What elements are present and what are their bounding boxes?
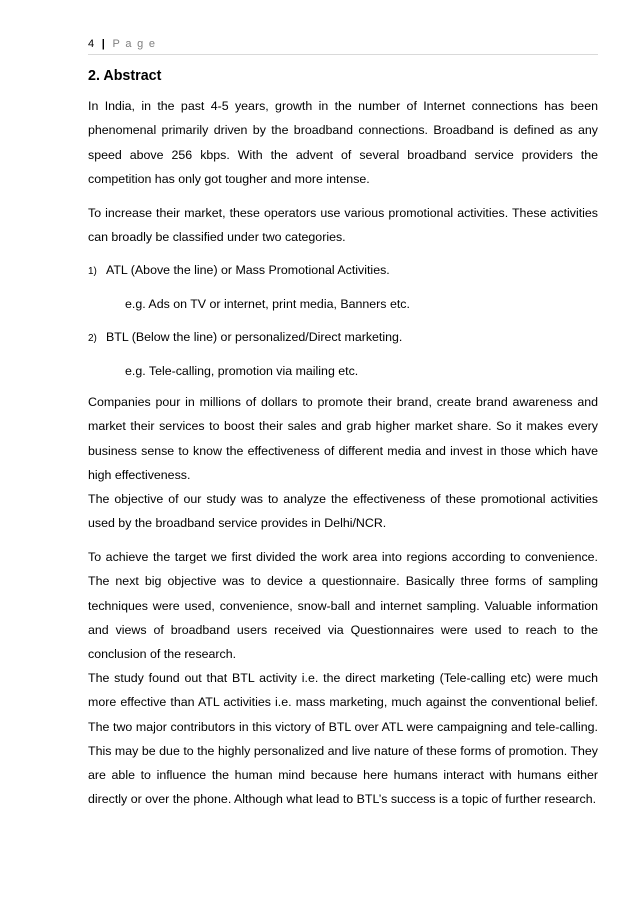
page-word: P a g e bbox=[112, 38, 157, 50]
page-header bbox=[88, 37, 598, 55]
list-item-btl bbox=[88, 327, 598, 349]
paragraph-objective: The objective of our study was to analyze the effectiveness of these promotional activities used by the broadband service provides in Delhi/NCR. bbox=[88, 492, 598, 531]
section-title: 2. Abstract bbox=[88, 68, 162, 84]
paragraph-methodology: To achieve the target we first divided the work area into regions according to convenience. The next big objective was to device a questionnaire. Basically three forms of sampling techniques were used, convenience, snow-ball and internet sampling. Valuable information and views of broadband users received via Questionnaires were used to reach to the conclusion of the research. bbox=[88, 550, 598, 662]
list-marker: 2) bbox=[88, 333, 97, 344]
paragraph-companies: Companies pour in millions of dollars to promote their brand, create brand awareness and market their services to boost their sales and grab higher market share. So it makes every business sense to know the effectiveness of different media and invest in those which have high effectiveness. bbox=[88, 395, 598, 482]
list-item-text: BTL (Below the line) or personalized/Direct marketing. bbox=[106, 330, 403, 344]
header-separator: | bbox=[101, 38, 107, 50]
list-item-text: ATL (Above the line) or Mass Promotional Activities. bbox=[106, 263, 390, 277]
list-item-atl bbox=[88, 260, 598, 282]
list-marker: 1) bbox=[88, 266, 97, 277]
list-item-atl-example: e.g. Ads on TV or internet, print media, Banners etc. bbox=[125, 297, 410, 311]
page-number: 4 bbox=[88, 38, 96, 50]
list-item-btl-example: e.g. Tele-calling, promotion via mailing etc. bbox=[125, 364, 359, 378]
paragraph-findings: The study found out that BTL activity i.e. the direct marketing (Tele-calling etc) were much more effective than ATL activities i.e. mass marketing, much against the conventional belief. The two major contributors in this victory of BTL over ATL were campaigning and tele-calling. This may be due to the highly personalized and live nature of these forms of promotion. They are able to influence the human mind because here humans interact with humans either directly or over the phone. Although what lead to BTL’s success is a topic of further research. bbox=[88, 671, 598, 807]
paragraph-promotional-activities: To increase their market, these operators use various promotional activities. These activities can broadly be classified under two categories. bbox=[88, 206, 598, 245]
paragraph-intro: In India, in the past 4-5 years, growth in the number of Internet connections has been phenomenal primarily driven by the broadband connections. Broadband is defined as any speed above 256 kbps. With the advent of several broadband service providers the competition has only got tougher and more intense. bbox=[88, 99, 598, 186]
